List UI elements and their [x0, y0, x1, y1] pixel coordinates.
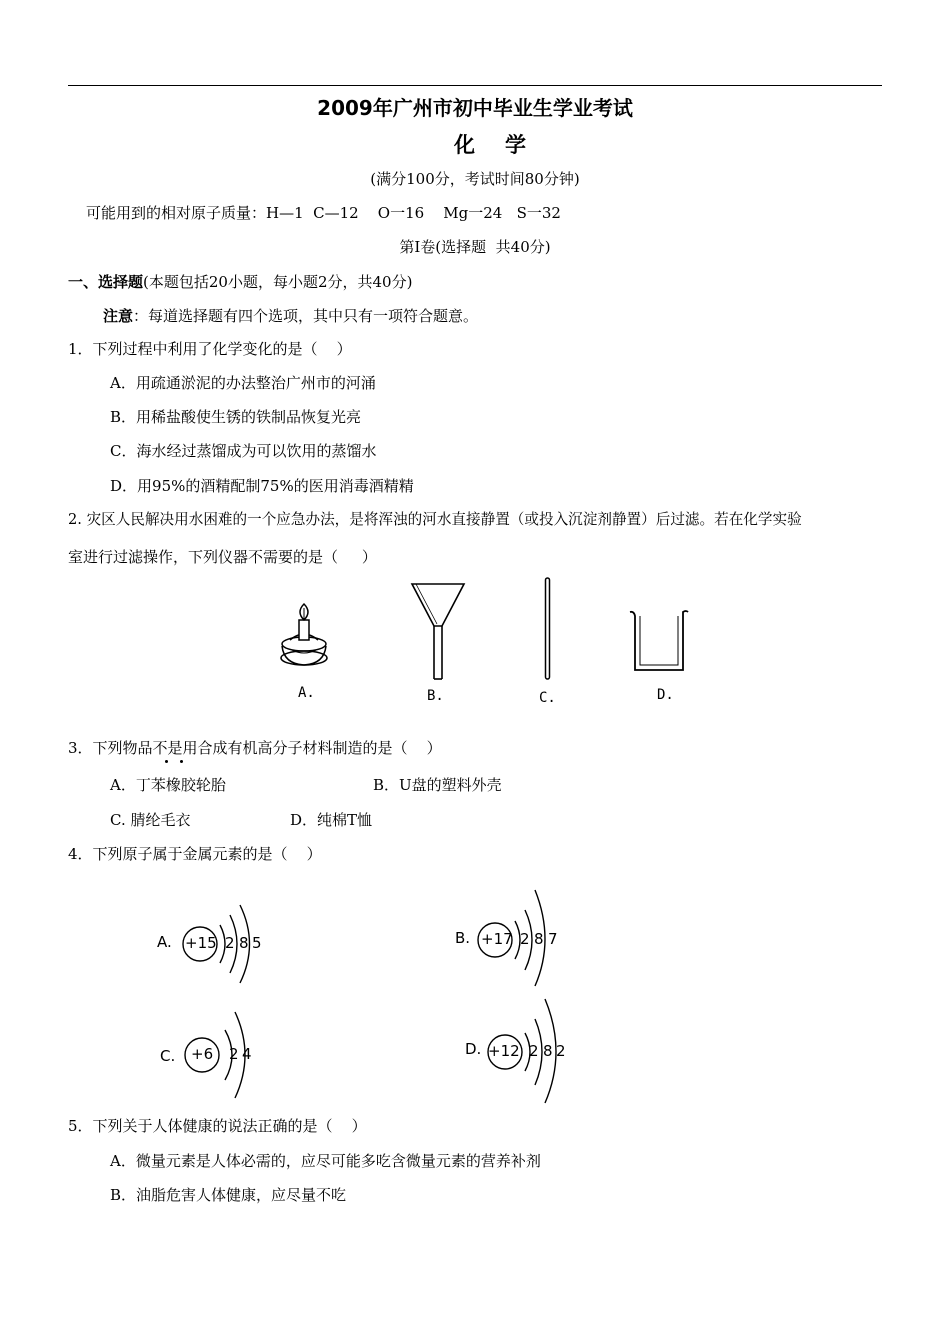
q3-option-d: D．纯棉T恤	[290, 811, 373, 829]
glass-rod-icon	[544, 577, 552, 681]
funnel-icon	[410, 582, 466, 682]
volume-title: 第Ⅰ卷(选择题 共40分)	[399, 238, 551, 256]
alcohol-lamp-icon	[278, 604, 330, 670]
section-heading	[68, 275, 412, 290]
figure-label-c: C.	[539, 690, 556, 706]
atom-d-shell-3: 2	[556, 1042, 566, 1060]
q5-stem: 5．下列关于人体健康的说法正确的是（ ）	[68, 1117, 367, 1135]
atom-d-label: D.	[465, 1040, 482, 1058]
q2-stem-line2: 室进行过滤操作，下列仪器不需要的是（ ）	[68, 548, 377, 566]
atom-b-label: B.	[455, 929, 471, 947]
atom-a-label: A.	[157, 933, 172, 951]
atom-c-nucleus: +6	[191, 1045, 214, 1063]
atom-b-shell-3: 7	[548, 930, 558, 948]
figure-label-a: A.	[298, 685, 315, 701]
q1-option-a: A．用疏通淤泥的办法整治广州市的河涌	[110, 374, 376, 392]
beaker-icon	[628, 608, 690, 674]
q5-option-b: B．油脂危害人体健康，应尽量不吃	[110, 1186, 347, 1204]
atom-c-shell-2: 4	[242, 1045, 252, 1063]
q1-option-d: D．用95%的酒精配制75%的医用消毒酒精精	[110, 477, 414, 495]
q4-stem: 4．下列原子属于金属元素的是（ ）	[68, 845, 322, 863]
note-label: 注意	[103, 307, 134, 325]
atom-c-shell-1: 2	[229, 1045, 239, 1063]
q3-option-b: B．U盘的塑料外壳	[373, 776, 502, 794]
emphasis-dot	[165, 760, 168, 763]
q1-option-b: B．用稀盐酸使生锈的铁制品恢复光亮	[110, 408, 362, 426]
subject-title: 化学	[454, 133, 556, 157]
atomic-masses: 可能用到的相对原子质量：H—1 C—12 O一16 Mg一24 S一32	[86, 204, 561, 222]
q3-option-a: A．丁苯橡胶轮胎	[110, 776, 226, 794]
figure-label-d: D.	[657, 687, 674, 703]
atom-a-shell-1: 2	[225, 934, 235, 952]
q1-option-c: C．海水经过蒸馏成为可以饮用的蒸馏水	[110, 442, 377, 460]
atom-b-shell-1: 2	[520, 930, 530, 948]
atom-a-shell-2: 8	[239, 934, 249, 952]
q3-option-c: C. 腈纶毛衣	[110, 811, 191, 829]
atom-a-shell-3: 5	[252, 934, 262, 952]
atom-b-shell-2: 8	[534, 930, 544, 948]
header-rule	[68, 85, 882, 86]
q1-stem: 1．下列过程中利用了化学变化的是（ ）	[68, 340, 352, 358]
exam-title: 2009年广州市初中毕业生学业考试	[317, 96, 633, 120]
exam-info: (满分100分，考试时间80分钟)	[370, 170, 580, 188]
note	[103, 309, 478, 324]
atom-a-nucleus: +15	[185, 934, 217, 952]
section-heading-label: 一、选择题	[68, 273, 144, 291]
section-heading-detail: (本题包括20小题，每小题2分，共40分)	[143, 273, 413, 291]
atom-c-label: C.	[160, 1047, 176, 1065]
q5-option-a: A．微量元素是人体必需的，应尽可能多吃含微量元素的营养补剂	[110, 1152, 541, 1170]
atom-b-nucleus: +17	[481, 930, 513, 948]
figure-label-b: B.	[427, 688, 444, 704]
q2-stem-line1: 2. 灾区人民解决用水困难的一个应急办法，是将浑浊的河水直接静置（或投入沉淀剂静置）后过滤。若在化学实验	[68, 511, 802, 528]
atom-d-shell-1: 2	[529, 1042, 539, 1060]
note-text: ：每道选择题有四个选项，其中只有一项符合题意。	[133, 307, 479, 325]
atom-d-nucleus: +12	[488, 1042, 520, 1060]
q3-stem: 3．下列物品不是用合成有机高分子材料制造的是（ ）	[68, 739, 442, 757]
emphasis-dot	[180, 760, 183, 763]
atom-d-shell-2: 8	[543, 1042, 553, 1060]
